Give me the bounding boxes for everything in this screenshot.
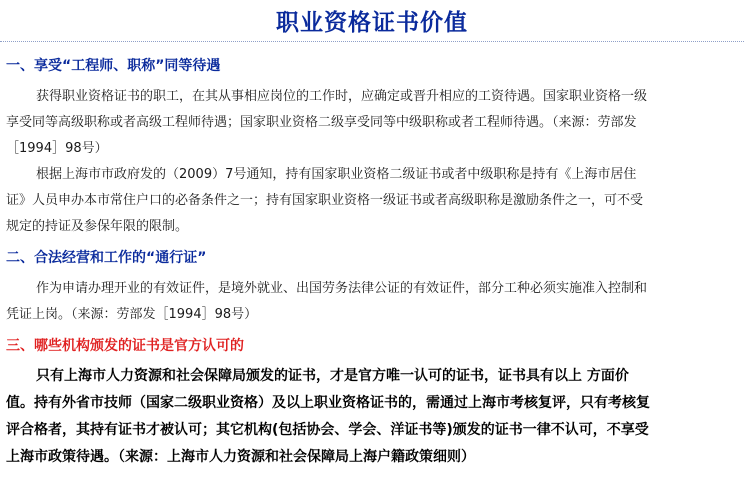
paragraph-line: 证》人员申办本市常住户口的必备条件之一；持有国家职业资格一级证书或者高级职称是激励条件之一，可不受 [6, 193, 644, 208]
section-heading-3: 三、哪些机构颁发的证书是官方认可的 [6, 338, 244, 354]
paragraph-line: 评合格者，其持有证书才被认可；其它机构(包括协会、学会、洋证书等)颁发的证书一律不认可，不享受 [6, 422, 649, 438]
paragraph-line: 凭证上岗。（来源：劳部发［1994］98号） [6, 307, 258, 322]
paragraph-line: 作为申请办理开业的有效证件，是境外就业、出国劳务法律公证的有效证件，部分工种必须实施准入控制和 [36, 281, 648, 296]
page-title: 职业资格证书价值 [276, 9, 468, 36]
paragraph-line: ［1994］98号） [6, 141, 108, 156]
paragraph-line: 享受同等高级职称或者高级工程师待遇；国家职业资格二级享受同等中级职称或者工程师待遇。（来源：劳部发 [6, 115, 637, 130]
title-divider [0, 41, 744, 42]
section-heading-1: 一、享受“工程师、职称”同等待遇 [6, 58, 221, 74]
paragraph-line: 根据上海市市政府发的（2009）7号通知，持有国家职业资格二级证书或者中级职称是持有《上海市居住 [36, 167, 637, 182]
section-heading-2: 二、合法经营和工作的“通行证” [6, 250, 207, 266]
paragraph-line: 获得职业资格证书的职工，在其从事相应岗位的工作时，应确定或晋升相应的工资待遇。国家职业资格一级 [36, 89, 648, 104]
paragraph-line: 只有上海市人力资源和社会保障局颁发的证书，才是官方唯一认可的证书，证书具有以上 方面价 [36, 368, 629, 384]
paragraph-line: 规定的持证及参保年限的限制。 [6, 219, 189, 234]
paragraph-line: 值。持有外省市技师（国家二级职业资格）及以上职业资格证书的，需通过上海市考核复评，只有考核复 [6, 395, 650, 411]
paragraph-line: 上海市政策待遇。（来源：上海市人力资源和社会保障局上海户籍政策细则） [6, 449, 475, 465]
